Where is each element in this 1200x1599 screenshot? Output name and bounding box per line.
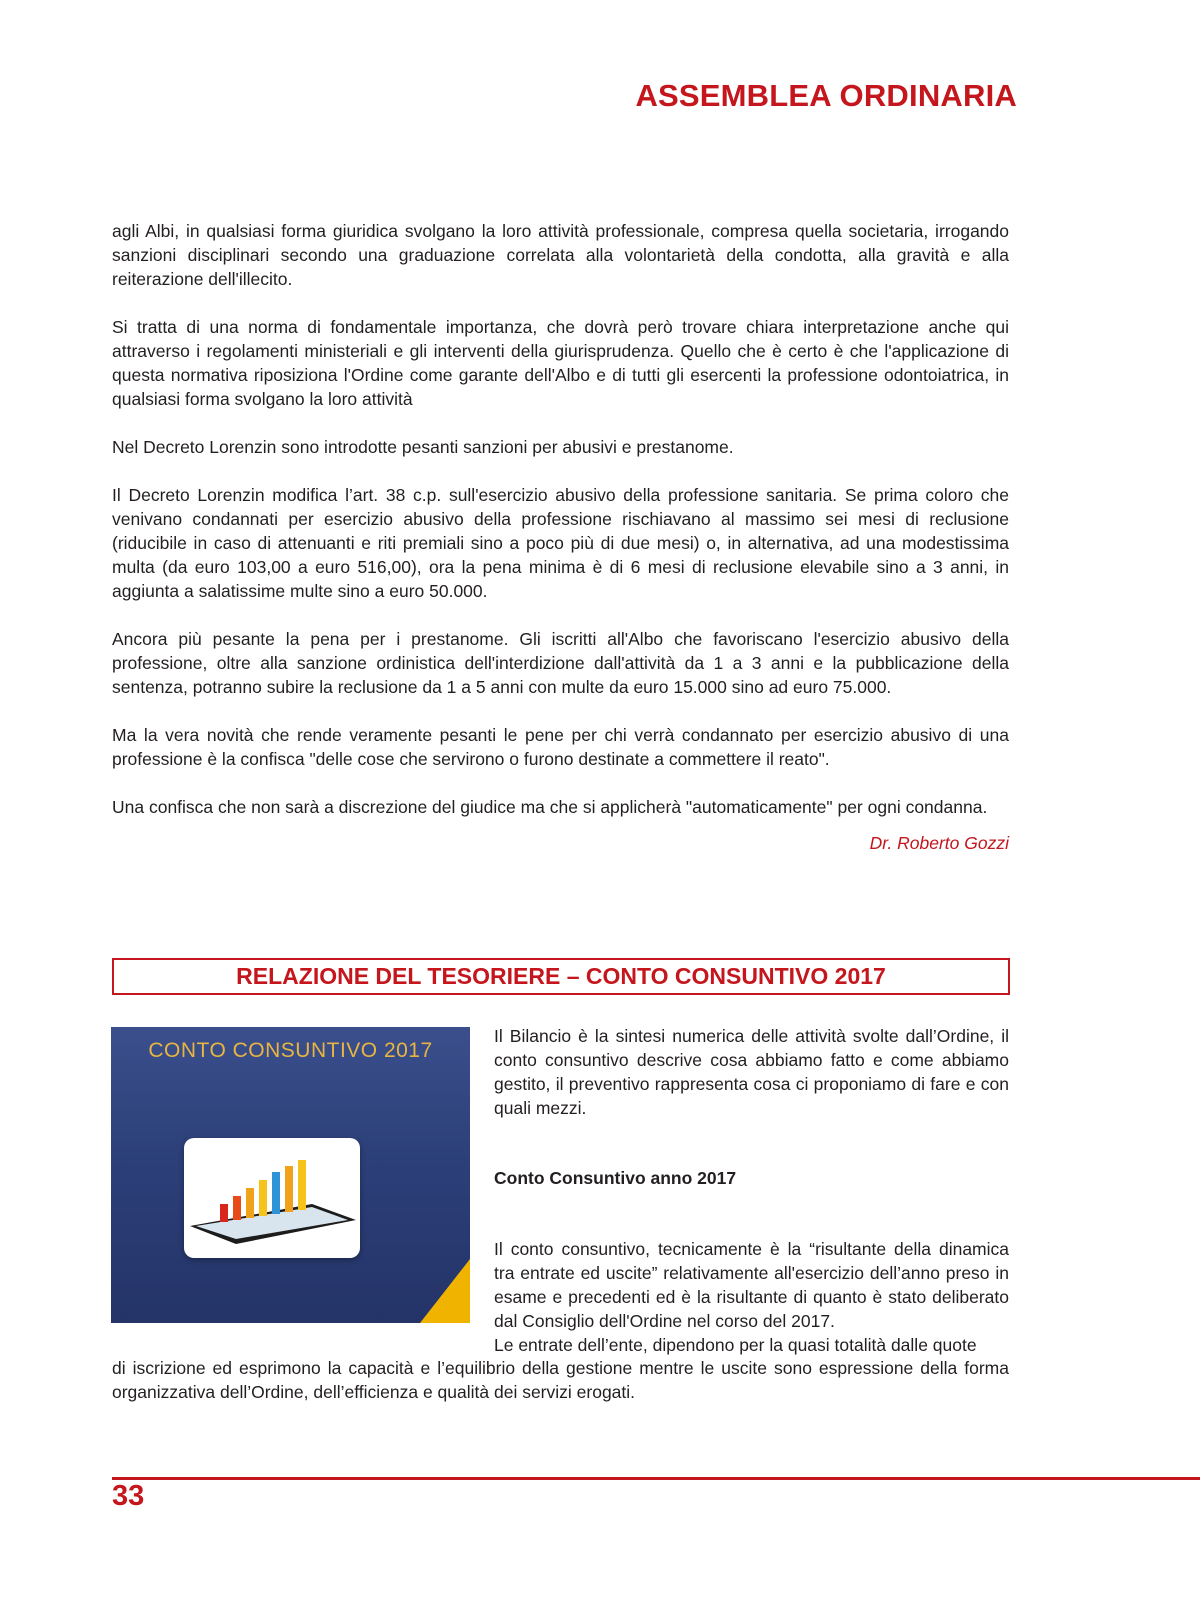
page-header-title: ASSEMBLEA ORDINARIA (635, 78, 1017, 113)
section-intro: Il Bilancio è la sintesi numerica delle attività svolte dall’Ordine, il conto consuntivo descrive cosa abbiamo fatto e come abbiamo gestito, il preventivo rappresenta cosa ci proponiamo di fare e con quali mezzi. (494, 1026, 1009, 1118)
article-paragraph: Ancora più pesante la pena per i prestanome. Gli iscritti all'Albo che favoriscano l'esercizio abusivo della professione, oltre alla sanzione ordinistica dell'interdizione dall'attività da 1 a 3 anni e la pubblicazione della sentenza, potranno subire la reclusione da 1 a 5 anni con multe da euro 15.000 sino ad euro 75.000. (112, 629, 1009, 697)
figure-corner-decoration (420, 1259, 470, 1323)
bar-chart-tablet-icon (184, 1138, 360, 1258)
article-paragraph: Si tratta di una norma di fondamentale importanza, che dovrà però trovare chiara interpretazione anche qui attraverso i regolamenti ministeriali e gli interventi della giurisprudenza. Quello che è certo è che l'applicazione di questa normativa riposiziona l'Ordine come garante dell'Albo e di tutti gli esercenti la professione odontoiatrica, in qualsiasi forma svolgano la loro attività (112, 317, 1009, 409)
article-signature: Dr. Roberto Gozzi (869, 833, 1009, 853)
section-body-side-paragraph: Il conto consuntivo, tecnicamente è la “risultante della dinamica tra entrate ed uscite” relativamente all'esercizio dell’anno preso in esame e precedenti ed è la risultante di quanto è stato deliberato dal Consiglio dell'Ordine nel corso del 2017. (494, 1239, 1009, 1331)
footer-divider (112, 1477, 1200, 1480)
section-subheading: Conto Consuntivo anno 2017 (494, 1168, 737, 1188)
figure-card (184, 1138, 360, 1258)
section-body-side-paragraph-2: Le entrate dell’ente, dipendono per la quasi totalità dalle quote (494, 1335, 977, 1355)
page-number: 33 (112, 1480, 145, 1512)
conto-consuntivo-image (111, 1027, 470, 1323)
article-paragraph: Una confisca che non sarà a discrezione del giudice ma che si applicherà "automaticamente" per ogni condanna. (112, 797, 988, 817)
article-paragraph: agli Albi, in qualsiasi forma giuridica svolgano la loro attività professionale, compresa quella societaria, irrogando sanzioni disciplinari secondo una graduazione correlata alla volontarietà della condotta, alla gravità e alla reiterazione dell'illecito. (112, 221, 1009, 289)
article-paragraph: Nel Decreto Lorenzin sono introdotte pesanti sanzioni per abusivi e prestanome. (112, 437, 734, 457)
article-paragraph: Ma la vera novità che rende veramente pesanti le pene per chi verrà condannato per esercizio abusivo di una professione è la confisca "delle cose che servirono o furono destinate a commettere il reato". (112, 725, 1009, 769)
article-body (112, 219, 1009, 855)
section-body-full: di iscrizione ed esprimono la capacità e l’equilibrio della gestione mentre le uscite sono espressione della forma organizzativa dell’Ordine, dell’efficienza e qualità dei servizi erogati. (112, 1358, 1009, 1402)
section-body-side (494, 1237, 1009, 1357)
figure-caption: CONTO CONSUNTIVO 2017 (148, 1039, 433, 1062)
section-title-box (112, 958, 1010, 995)
article-paragraph: Il Decreto Lorenzin modifica l’art. 38 c.p. sull'esercizio abusivo della professione sanitaria. Se prima coloro che venivano condannati per esercizio abusivo della professione rischiavano al massimo sei mesi di reclusione (riducibile in caso di attenuanti e riti premiali sino a poco più di due mesi) o, in alternativa, ad una modestissima multa (da euro 103,00 a euro 516,00), ora la pena minima è di 6 mesi di reclusione elevabile sino a 3 anni, in aggiunta a salatissime multe sino a euro 50.000. (112, 485, 1009, 601)
section-title: RELAZIONE DEL TESORIERE – CONTO CONSUNTIVO 2017 (236, 963, 886, 989)
